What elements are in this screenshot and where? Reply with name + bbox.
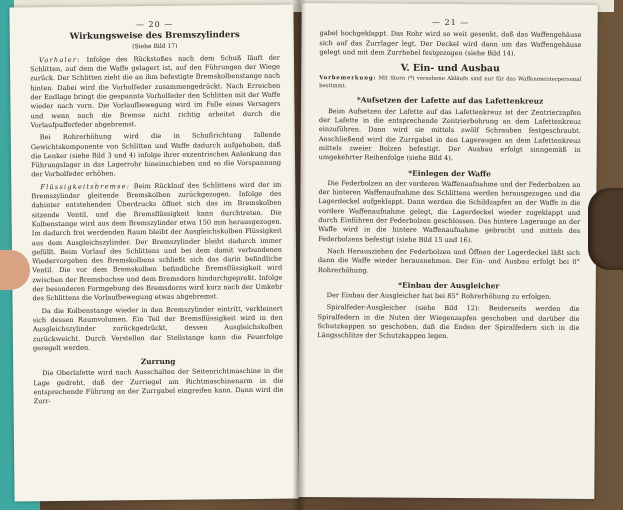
preliminary-note [319, 75, 581, 93]
paragraph [31, 180, 282, 303]
section-heading: Wirkungsweise des Bremszylinders [69, 30, 240, 43]
note-lead: Vorbemerkung: [319, 75, 377, 82]
note-text: Mit Stern (*) versehene Abläufe sind nur für das Waffenmeisterpersonal bestimmt. [319, 75, 582, 90]
book-gutter [292, 0, 306, 510]
paragraph: Nach Herausziehen der Federbolzen und Öffnen der Lagerdeckel läßt sich dann die Waffe wieder herausnehmen. Der Ein- und Ausbau erfolgt bei 0° Rohrerhöhung. [317, 247, 581, 274]
thumb-right [588, 188, 623, 270]
paragraph-lead: Flüssigkeitsbremse: [40, 181, 131, 191]
paragraph-text: Beim Rücklauf des Schlittens wird der im Bremszylinder gleitende Bremskolben zurückgezogen. Infolge des dahinter entstehenden Überdrucks öffnet sich das im Bremskolben sitzende Ventil, und die Bremsflüssigkeit kann durchtreten. Die Kolbenstange wird aus dem Bremszylinder etwa 150 mm herausgezogen. Im dadurch frei werdenden Raum bleibt der Ausgleichskolben Flüssigkeit aus dem Ausgleichszylinder. Der Bremszylinder bleibt dadurch immer gefüllt. Beim Vorlauf des Schlittens und bei dem damit verbundenen Wiedervorgehen des Bremskolbens schließt sich das darin befindliche Ventil. Die vor dem Bremskolben befindliche Bremsflüssigkeit wird zwischen der Bremsbuchse und dem Bremsdorn hindurchgepreßt. Infolge der besonderen Formgebung des Bremsdorns wird kurz nach der Umkehr des Schlittens die Vorlaufbewegung etwas abgebremst. [31, 180, 283, 303]
figure-reference: (Siehe Bild 17) [132, 42, 178, 50]
paragraph: Bei Rohrerhöhung wird die in Schußrichtung fallende Gewichtskomponente von Schlitten und Waffe dadurch aufgehoben, daß die Lenker (siehe Bild 3 und 4) infolge ihrer exzentrischen Anlenkung das Führungslager in das Lagerrohr hineinschieben und so die Vorspannung der Vorholfeder erhöhen. [30, 130, 282, 179]
chapter-title: V. Ein- und Ausbau [400, 62, 500, 75]
page-number: — 21 — [431, 17, 470, 28]
left-page [9, 5, 298, 502]
section-heading: Zurrung [140, 356, 176, 367]
paragraph: Die Federbolzen an der vorderen Waffenaufnahme und der Federbolzen an der hinteren Waffenaufnahme des Schlittens werden herausgezogen und die Lagerdeckel aufgeklappt. Dann werden die Schildzapfen an der Waffe in die vordere Waffenaufnahme gelegt, die Lagerdeckel wieder zugeklappt und durch Einführen der Federbolzen geschlossen. Das hintere Lagerauge an der Waffe wird in die hintere Waffenaufnahme gebracht und mittels des Federbolzens befestigt (siehe Bild 15 und 16). [318, 179, 581, 244]
paragraph-lead: Vorholer: [38, 55, 81, 65]
section-heading: *Einlegen der Waffe [408, 168, 491, 178]
paragraph [30, 54, 281, 131]
right-page [298, 3, 597, 499]
paragraph: gabel hochgeklappt. Das Rohr wird so weit gesenkt, daß das Waffengehäuse sich auf das Zurrlager legt. Der Deckel wird dann um das Waffengehäuse gelegt und mit dem Zurrhebel festgezogen (siehe Bild 14). [319, 29, 582, 58]
paragraph: Spiralfeder-Ausgleicher (siehe Bild 12): Beiderseits werden die Spiralfedern in die Nuten der Wiegenzapfen geschoben und darüber die Schutzkappen so geschoben, daß die Enden der Spiralfedern sich in die Längsschlitze der Schutzkappen legen. [317, 303, 580, 341]
section-heading: *Aufsetzen der Lafette auf das Lafettenkreuz [356, 95, 544, 107]
paragraph: Die Oberlafette wird nach Ausschalten der Seitenrichtmaschine in die Lage gedreht, daß der Zurriegel am Richtmaschinenarm in die entsprechende Führung an der Zurrgabel eingreifen kann. Dann wird die Zurr- [33, 367, 284, 406]
paragraph: Der Einbau der Ausgleicher hat bei 85° Rohrerhöhung zu erfolgen. [326, 291, 552, 301]
page-number: — 20 — [135, 19, 174, 30]
section-heading: *Einbau der Ausgleicher [398, 280, 500, 291]
paragraph: Beim Aufsetzen der Lafette auf das Lafettenkreuz ist der Zentrierzapfen der Lafette in die entsprechende Zentrierbohrung an dem Lafettenkreuz einzuführen. Dann wird sie mittels zwölf Schrauben festgeschraubt. Anschließend wird die Zurrgabel in den Lageraugen an dem Lafettenkreuz mittels zweier Bolzen befestigt. Der Ausbau erfolgt sinngemäß in umgekehrter Reihenfolge (siehe Bild 4). [318, 106, 581, 163]
paragraph-text: Infolge des Rückstoßes nach dem Schuß läuft der Schlitten, auf dem die Waffe gelagert ist, auf den Führungen der Wiege zurück. Der Schlitten zieht die an ihm befestigte Bremskolbenstange nach hinten. Dabei wird die Vorholfeder zusammengedrückt. Nach Erreichen der Endlage bringt die gespannte Vorholfeder den Schlitten mit der Waffe wieder nach vorn. Die Vorlaufbewegung wird im Falle eines Versagers und wenn auch die Bremse nicht richtig arbeitet durch die Vorlaufpufferfeder abgebremst. [30, 53, 281, 130]
paragraph: Da die Kolbenstange wieder in den Bremszylinder eintritt, verkleinert sich dessen Raumvolumen. Ein Teil der Bremsflüssigkeit wird in den Ausgleichszylinder zurückgedrückt, dessen Ausgleichskolben zurückweicht. Durch Verstellen der Stellstange kann die Feuerfolge geregelt werden. [32, 304, 283, 353]
